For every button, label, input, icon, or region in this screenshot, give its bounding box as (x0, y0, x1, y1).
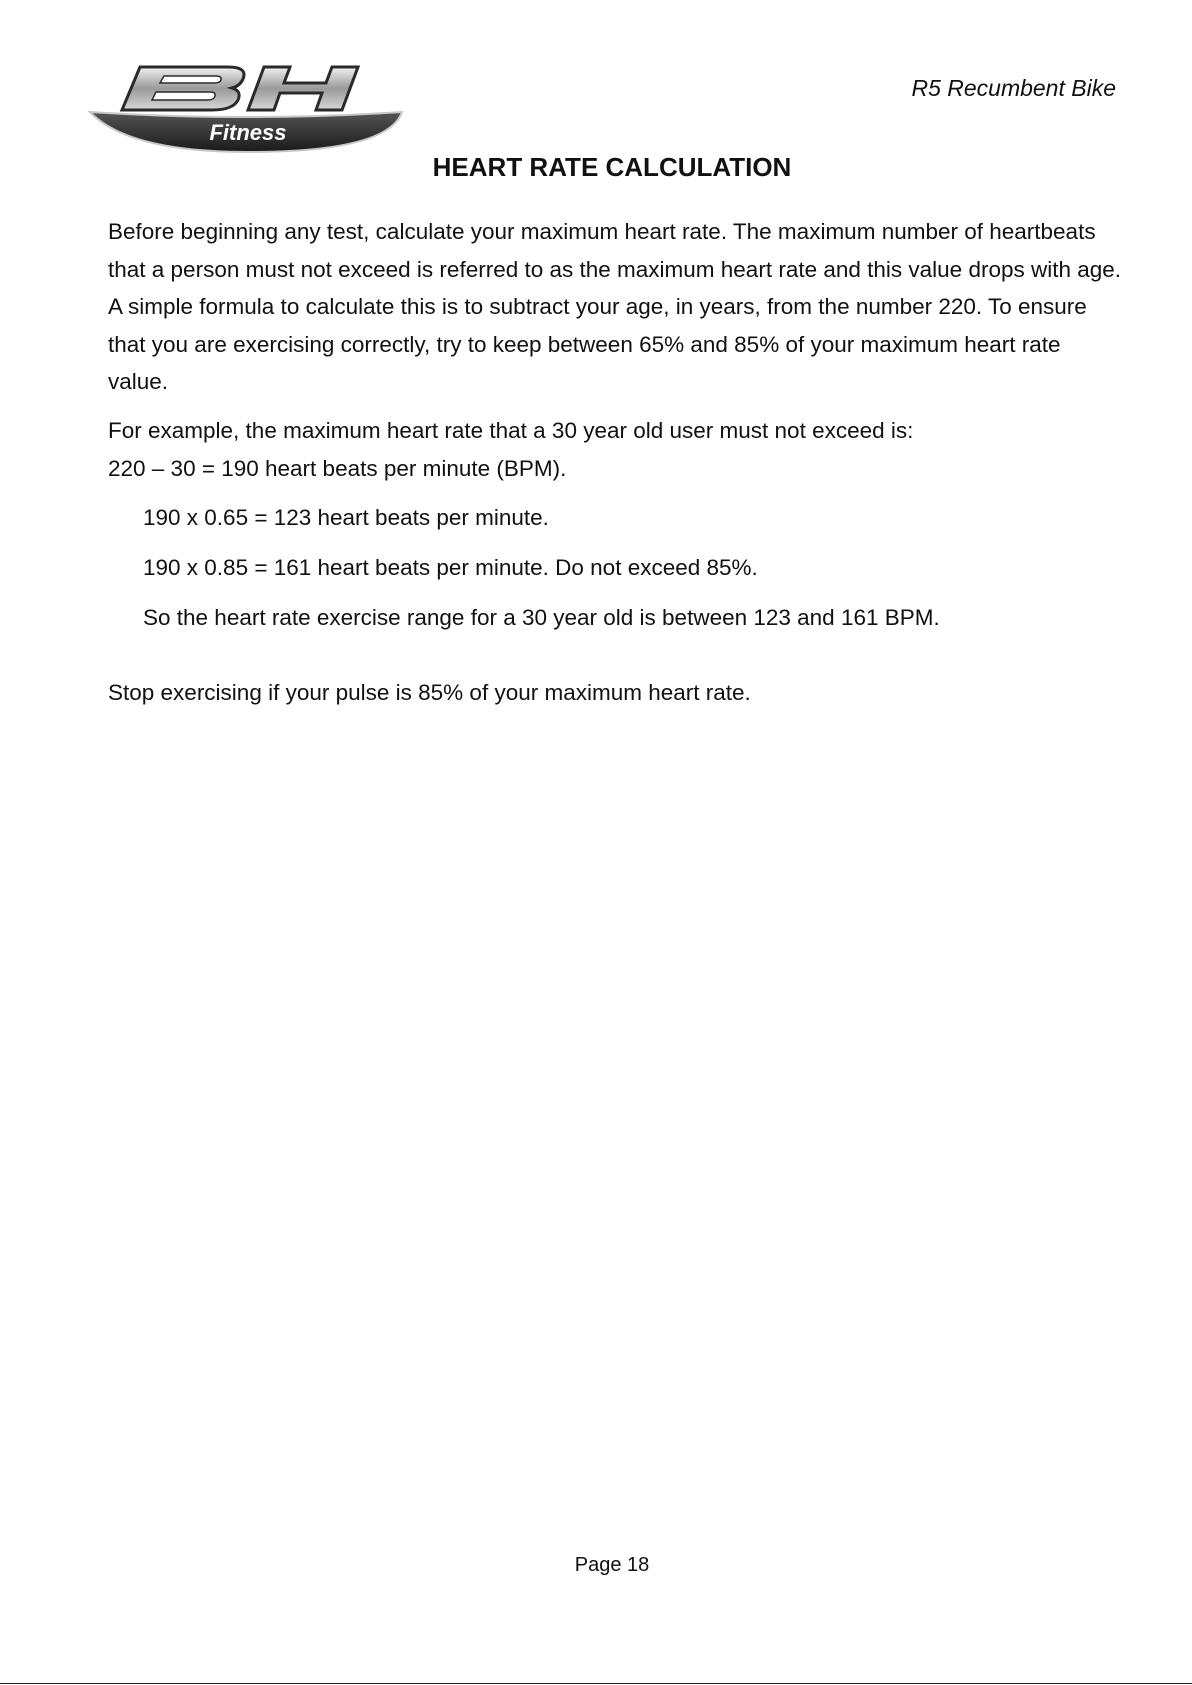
bh-fitness-logo (88, 62, 406, 154)
example-formula: 220 – 30 = 190 heart beats per minute (BPM). (108, 456, 567, 481)
intro-paragraph: Before beginning any test, calculate your maximum heart rate. The maximum number of heartbeats that a person must not exceed is referred to as the maximum heart rate and this value drops with age. A simple formula to calculate this is to subtract your age, in years, from the number 220. To ensure that you are exercising correctly, try to keep between 65% and 85% of your maximum heart rate value. (108, 219, 1122, 394)
product-name: R5 Recumbent Bike (911, 75, 1116, 101)
calculation-line: 190 x 0.85 = 161 heart beats per minute. Do not exceed 85%. (143, 555, 758, 580)
page-title: HEART RATE CALCULATION (432, 152, 792, 182)
example-intro: For example, the maximum heart rate that a 30 year old user must not exceed is: (108, 418, 914, 443)
calculation-line: So the heart rate exercise range for a 30 year old is between 123 and 161 BPM. (143, 605, 940, 630)
warning-text: Stop exercising if your pulse is 85% of your maximum heart rate. (108, 680, 751, 705)
page-number: Page 18 (574, 1554, 650, 1576)
bottom-rule (0, 1683, 1192, 1684)
logo-wordmark: Fitness (209, 120, 287, 145)
calculation-line: 190 x 0.65 = 123 heart beats per minute. (143, 505, 549, 530)
